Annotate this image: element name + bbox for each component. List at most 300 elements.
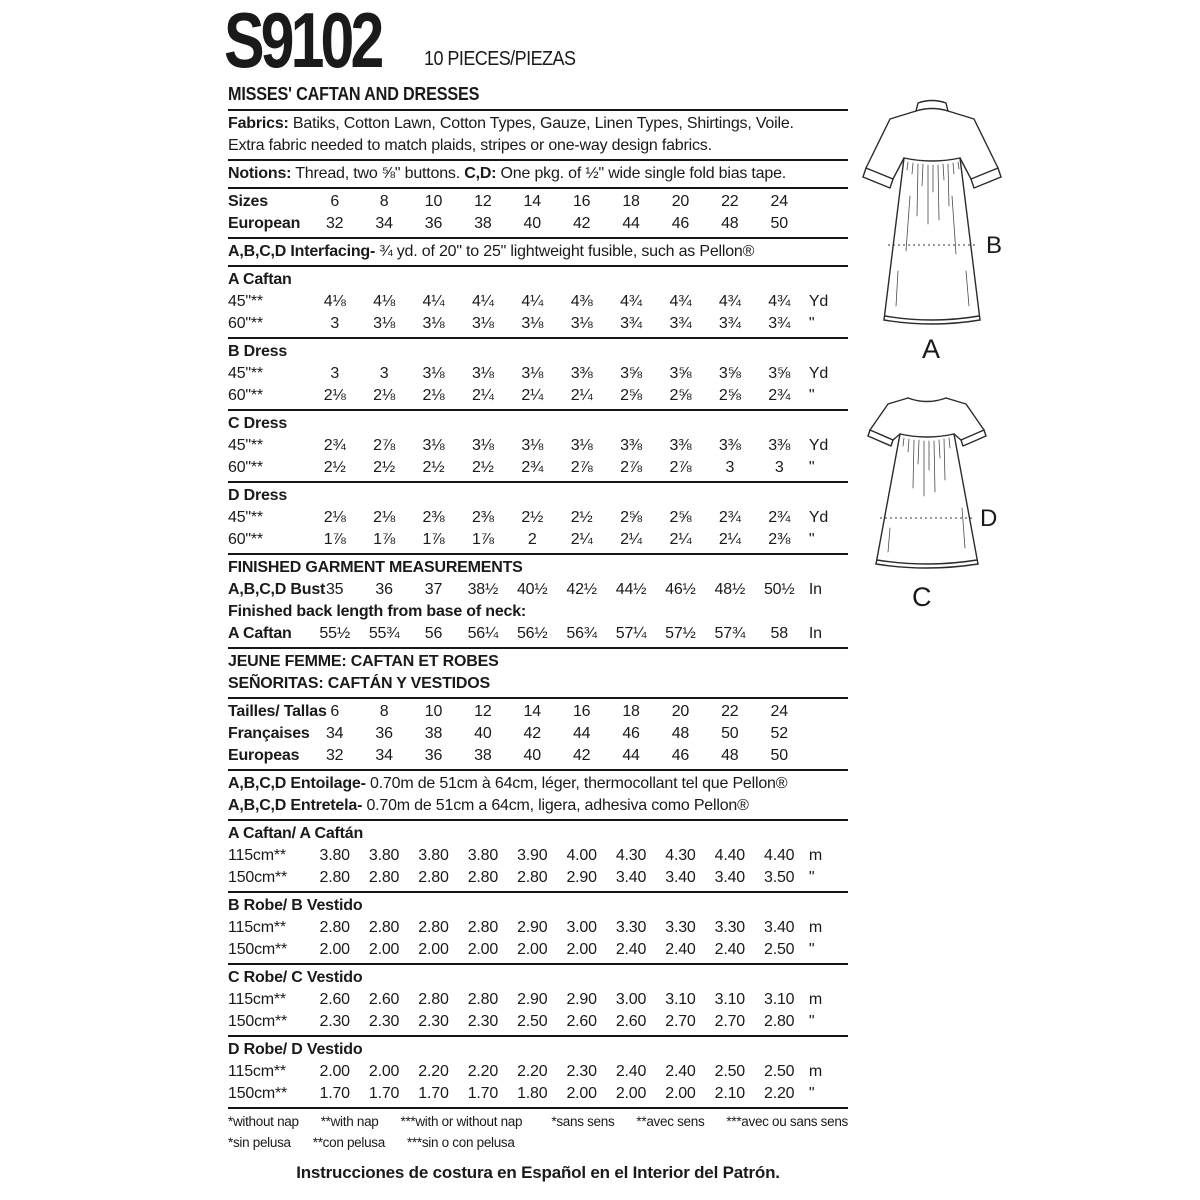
size-value: 2⅝ [669,509,692,526]
size-value: 3.30 [714,919,745,936]
notions-line [228,163,848,185]
size-value: 2¼ [570,387,593,404]
entretela-label: A,B,C,D Entretela- [228,797,363,814]
size-value: 1.80 [517,1085,548,1102]
size-value: 58 [770,625,788,642]
unit-label: In [808,581,822,598]
divider-rule [228,1035,848,1037]
size-value: 50½ [763,581,795,598]
view-d-label: D [980,505,998,532]
size-value: 2.40 [615,1063,647,1080]
row-label: 150cm** [228,1013,288,1030]
size-value: 2.30 [467,1013,499,1030]
size-value: 44½ [615,581,647,598]
size-value: 56¼ [467,625,499,642]
row-label: 60"** [228,387,263,404]
size-value: 56½ [516,625,548,642]
size-value: 50 [721,725,739,742]
size-value: 2¼ [669,531,692,548]
size-value: 3⅛ [422,365,445,382]
notions-text-1: Thread, two ⅝" buttons. [291,165,465,182]
table-row [228,845,848,867]
size-value: 36 [424,747,443,764]
metric-yardage-table [228,823,848,1109]
size-value: 3.10 [764,991,795,1008]
size-value: 34 [375,747,393,764]
table-row [228,1061,848,1083]
row-label: 45"** [228,437,263,454]
size-value: 40 [474,725,492,742]
size-value: 3⅜ [669,437,692,454]
size-value: 2⅛ [422,387,445,404]
row-label: A,B,C,D Bust [228,581,326,598]
size-value: 3.30 [665,919,696,936]
size-value: 48 [721,747,739,764]
size-value: 2.80 [319,869,350,886]
size-value: 2.00 [368,941,400,958]
size-value: 2⅜ [422,509,445,526]
fabrics-line-1 [228,113,848,135]
footnotes-spanish [228,1132,515,1153]
size-value: 4.30 [615,847,647,864]
size-value: 1.70 [467,1085,499,1102]
size-value: 3¾ [768,315,791,332]
footnote-item: *sans sens [551,1114,615,1129]
divider-rule [228,481,848,483]
row-label: 150cm** [228,869,288,886]
table-row [228,917,848,939]
size-value: 56 [424,625,443,642]
table-row [228,435,848,457]
size-value: 42 [572,747,591,764]
size-value: 34 [375,215,393,232]
table-row [228,989,848,1011]
size-value: 4¾ [718,293,741,310]
unit-label [804,191,846,213]
size-value: 2.80 [764,1013,795,1030]
size-value: 2⅞ [570,459,593,476]
row-label: A Caftan [228,625,292,642]
dress-drawing [850,388,1006,630]
size-value: 3⅛ [373,315,395,332]
size-value: 3 [330,365,340,382]
row-label: Françaises [228,725,310,742]
size-value: 12 [474,193,492,210]
row-label: European [228,215,301,232]
unit-label: " [808,315,815,332]
section-heading: A Caftan/ A Caftán [228,825,364,842]
size-value: 2.00 [665,1085,696,1102]
size-value: 44 [572,725,591,742]
size-value: 3.80 [467,847,499,864]
size-value: 55¾ [368,625,400,642]
divider-rule [228,109,848,111]
size-value: 50 [770,747,788,764]
size-value: 2⅛ [323,387,346,404]
size-value: 20 [671,193,690,210]
table-row [228,457,848,479]
size-value: 3⅜ [768,437,791,454]
size-value: 2.30 [368,1013,400,1030]
size-value: 3.00 [566,919,597,936]
size-value: 2.80 [467,991,499,1008]
size-value: 2⅝ [620,509,642,526]
footnote-item: ***with or without nap [400,1114,523,1129]
size-value: 4¼ [521,293,544,310]
unit-label: Yd [808,509,829,526]
size-value: 3.30 [615,919,647,936]
size-value: 42 [523,725,541,742]
size-value: 3.90 [517,847,548,864]
size-value: 3⅛ [521,437,544,454]
unit-label: " [808,941,815,958]
size-value: 2.60 [615,1013,647,1030]
row-label: Europeas [228,747,300,764]
size-value: 10 [424,193,443,210]
row-label: 45"** [228,365,263,382]
size-value: 1⅞ [323,531,346,548]
size-value: 3 [725,459,735,476]
size-value: 38 [474,747,492,764]
size-value: 35 [325,581,344,598]
footnote-item: **with nap [320,1114,379,1129]
size-value: 4.40 [764,847,795,864]
size-value: 2 [527,531,537,548]
entoilage-label: A,B,C,D Entoilage- [228,775,366,792]
size-value: 2.30 [319,1013,350,1030]
size-value: 2.00 [319,941,350,958]
size-value: 3⅛ [521,365,544,382]
size-value: 38½ [467,581,499,598]
size-value: 2.80 [368,919,400,936]
size-value: 2⅜ [768,531,791,548]
row-label: 150cm** [228,1085,288,1102]
size-value: 2.00 [566,941,597,958]
back-length-note: Finished back length from base of neck: [228,603,527,620]
unit-label [804,723,846,745]
size-value: 4.30 [665,847,696,864]
size-value: 4¾ [620,293,642,310]
size-value: 1⅞ [471,531,494,548]
row-label: 115cm** [228,1063,286,1080]
row-label: 115cm** [228,847,286,864]
size-value: 3⅝ [768,365,791,382]
size-value: 2.90 [517,919,548,936]
size-value: 2.70 [714,1013,745,1030]
unit-label [804,701,846,723]
row-label: Tailles/ Tallas [228,703,327,720]
divider-rule [228,265,848,267]
size-value: 3⅛ [570,315,593,332]
size-value: 2⅛ [373,509,395,526]
size-value: 3.80 [368,847,400,864]
footnote-item: ***sin o con pelusa [406,1135,515,1150]
entoilage-text: 0.70m de 51cm à 64cm, léger, thermocollant tel que Pellon® [365,775,788,792]
size-value: 4⅛ [373,293,395,310]
size-value: 46 [622,725,640,742]
size-value: 3⅛ [471,437,494,454]
size-value: 4¾ [669,293,692,310]
size-value: 3⅛ [422,437,445,454]
size-value: 2.50 [517,1013,548,1030]
interfacing-line [228,241,848,263]
size-value: 2¾ [323,437,346,454]
size-value: 3.10 [665,991,696,1008]
size-value: 3¾ [718,315,741,332]
size-value: 2.50 [764,1063,795,1080]
footnotes-french [551,1111,848,1132]
size-value: 2.90 [566,991,597,1008]
section-heading: D Dress [228,487,288,504]
row-label: 150cm** [228,941,288,958]
size-value: 2.00 [566,1085,597,1102]
caftan-drawing [852,96,1022,368]
row-label: 45"** [228,509,263,526]
size-value: 2.80 [467,869,499,886]
main-column [224,0,848,1185]
size-value: 46 [671,747,690,764]
row-label: 60"** [228,459,263,476]
row-label: 60"** [228,531,263,548]
size-value: 40 [523,747,541,764]
size-value: 2⅜ [471,509,494,526]
divider-rule [228,409,848,411]
size-value: 2.00 [368,1063,400,1080]
divider-rule [228,819,848,821]
size-value: 2¾ [768,509,791,526]
size-value: 3.80 [418,847,449,864]
table-row [228,363,848,385]
view-b-label: B [986,232,1002,259]
size-value: 2⅞ [620,459,642,476]
size-value: 1⅞ [422,531,445,548]
size-value: 2.10 [714,1085,745,1102]
footnote-item: ***avec ou sans sens [726,1114,848,1129]
size-value: 2⅝ [718,387,741,404]
table-row [228,701,848,723]
size-value: 3.40 [665,869,696,886]
unit-label: " [808,1013,815,1030]
size-value: 2⅛ [373,387,395,404]
size-value: 57¼ [615,625,647,642]
size-value: 4.00 [566,847,597,864]
size-value: 1.70 [368,1085,400,1102]
divider-rule [228,1107,848,1109]
size-value: 16 [572,703,591,720]
size-value: 48½ [714,581,746,598]
size-value: 2¾ [768,387,791,404]
divider-rule [228,647,848,649]
table-row [228,745,848,767]
footnote-item: **avec sens [636,1114,705,1129]
fabrics-text: Batiks, Cotton Lawn, Cotton Types, Gauze, Linen Types, Shirtings, Voile. [288,115,794,132]
unit-label: " [808,387,815,404]
size-value: 2.50 [714,1063,745,1080]
size-value: 2.20 [418,1063,449,1080]
divider-rule [228,891,848,893]
row-label: 115cm** [228,919,286,936]
size-value: 2⅝ [620,387,642,404]
size-value: 2⅛ [323,509,346,526]
size-value: 2.40 [665,1063,696,1080]
size-value: 32 [325,215,344,232]
size-value: 2.80 [368,869,400,886]
size-value: 4¼ [471,293,494,310]
size-value: 4¼ [422,293,445,310]
size-value: 3.50 [764,869,795,886]
size-value: 2¼ [521,387,544,404]
caftan-back-illustration [852,96,1022,368]
size-value: 4⅛ [323,293,346,310]
table-row [228,579,848,601]
divider-rule [228,963,848,965]
size-value: 2.70 [665,1013,696,1030]
unit-label: Yd [808,437,829,454]
unit-label: m [808,847,823,864]
size-value: 2⅝ [669,387,692,404]
size-value: 37 [424,581,443,598]
table-row [228,1011,848,1033]
page-title: MISSES' CAFTAN AND DRESSES [228,84,480,104]
size-value: 2¼ [570,531,593,548]
footnotes-row-2 [228,1132,848,1153]
divider-rule [228,237,848,239]
size-value: 3.40 [764,919,795,936]
entretela-text: 0.70m de 51cm a 64cm, ligera, adhesiva como Pellon® [362,797,749,814]
divider-rule [228,337,848,339]
size-value: 46½ [665,581,696,598]
size-value: 3⅝ [718,365,741,382]
unit-label: " [808,531,815,548]
size-value: 3⅝ [669,365,692,382]
size-value: 2.80 [467,919,499,936]
size-value: 4⅜ [570,293,593,310]
table-row [228,623,848,645]
size-value: 38 [424,725,443,742]
table-row [228,213,848,235]
size-value: 2¼ [718,531,741,548]
size-value: 2⅞ [373,437,395,454]
row-label: 115cm** [228,991,286,1008]
size-value: 8 [379,193,389,210]
divider-rule [228,697,848,699]
table-row [228,939,848,961]
size-value: 32 [325,747,344,764]
size-value: 2.30 [418,1013,449,1030]
pieces-count: 10 PIECES/PIEZAS [424,48,576,70]
view-a-label: A [922,334,940,364]
size-value: 38 [474,215,492,232]
size-value: 2.00 [418,941,449,958]
unit-label: " [808,459,815,476]
unit-label: In [808,625,822,642]
size-value: 2.20 [467,1063,499,1080]
size-value: 2¼ [471,387,494,404]
size-value: 2.00 [467,941,499,958]
size-value: 42½ [566,581,597,598]
unit-label [804,745,846,767]
entoilage-line [228,773,848,795]
size-value: 2¾ [521,459,544,476]
footnote-item: **con pelusa [312,1135,385,1150]
interfacing-text: ¾ yd. of 20" to 25" lightweight fusible, such as Pellon® [375,243,755,260]
size-value: 2¾ [718,509,741,526]
size-value: 2.40 [714,941,745,958]
size-value: 24 [770,193,788,210]
footnote-item: *without nap [228,1114,299,1129]
size-value: 3.10 [714,991,745,1008]
size-value: 20 [671,703,690,720]
size-value: 36 [375,725,393,742]
size-value: 57½ [665,625,696,642]
unit-label: " [808,1085,815,1102]
size-value: 2½ [570,509,593,526]
size-value: 52 [770,725,788,742]
row-label: 45"** [228,293,263,310]
size-value: 8 [379,703,389,720]
fabrics-line-2: Extra fabric needed to match plaids, stripes or one-way design fabrics. [228,137,712,154]
size-value: 44 [622,747,640,764]
size-value: 2½ [521,509,544,526]
spanish-section-title: SEÑORITAS: CAFTÁN Y VESTIDOS [228,675,490,692]
size-value: 48 [721,215,739,232]
divider-rule [228,159,848,161]
size-value: 3.40 [714,869,745,886]
french-section-title: JEUNE FEMME: CAFTAN ET ROBES [228,653,499,670]
size-value: 2.80 [418,919,449,936]
interfacing-label: A,B,C,D Interfacing- [228,243,376,260]
size-value: 3¾ [669,315,692,332]
size-value: 46 [671,215,690,232]
section-heading: D Robe/ D Vestido [228,1041,363,1058]
size-value: 2¼ [620,531,642,548]
size-value: 1⅞ [373,531,395,548]
size-value: 2½ [471,459,494,476]
size-value: 3⅛ [471,315,494,332]
size-value: 3⅝ [620,365,642,382]
unit-label: Yd [808,365,829,382]
size-value: 18 [622,703,640,720]
size-value: 36 [424,215,443,232]
unit-label: m [808,1063,823,1080]
table-row [228,529,848,551]
size-value: 36 [375,581,393,598]
size-value: 2.30 [566,1063,597,1080]
size-value: 3 [774,459,784,476]
size-value: 48 [671,725,690,742]
divider-rule [228,553,848,555]
size-value: 2.90 [517,991,548,1008]
size-value: 2.90 [566,869,597,886]
size-value: 3 [379,365,389,382]
size-value: 2.80 [517,869,548,886]
table-row [228,507,848,529]
size-value: 2½ [323,459,346,476]
row-label: Sizes [228,193,268,210]
size-value: 2.50 [764,941,795,958]
yardage-table [228,269,848,555]
international-size-table [228,701,848,767]
footnote-item: *sin pelusa [228,1135,291,1150]
divider-rule [228,769,848,771]
size-value: 3⅜ [570,365,593,382]
size-value: 2.40 [665,941,696,958]
section-heading: A Caftan [228,271,292,288]
size-value: 6 [330,703,340,720]
view-c-label: C [912,582,932,612]
notions-label: Notions: [228,165,292,182]
size-value: 40½ [516,581,548,598]
